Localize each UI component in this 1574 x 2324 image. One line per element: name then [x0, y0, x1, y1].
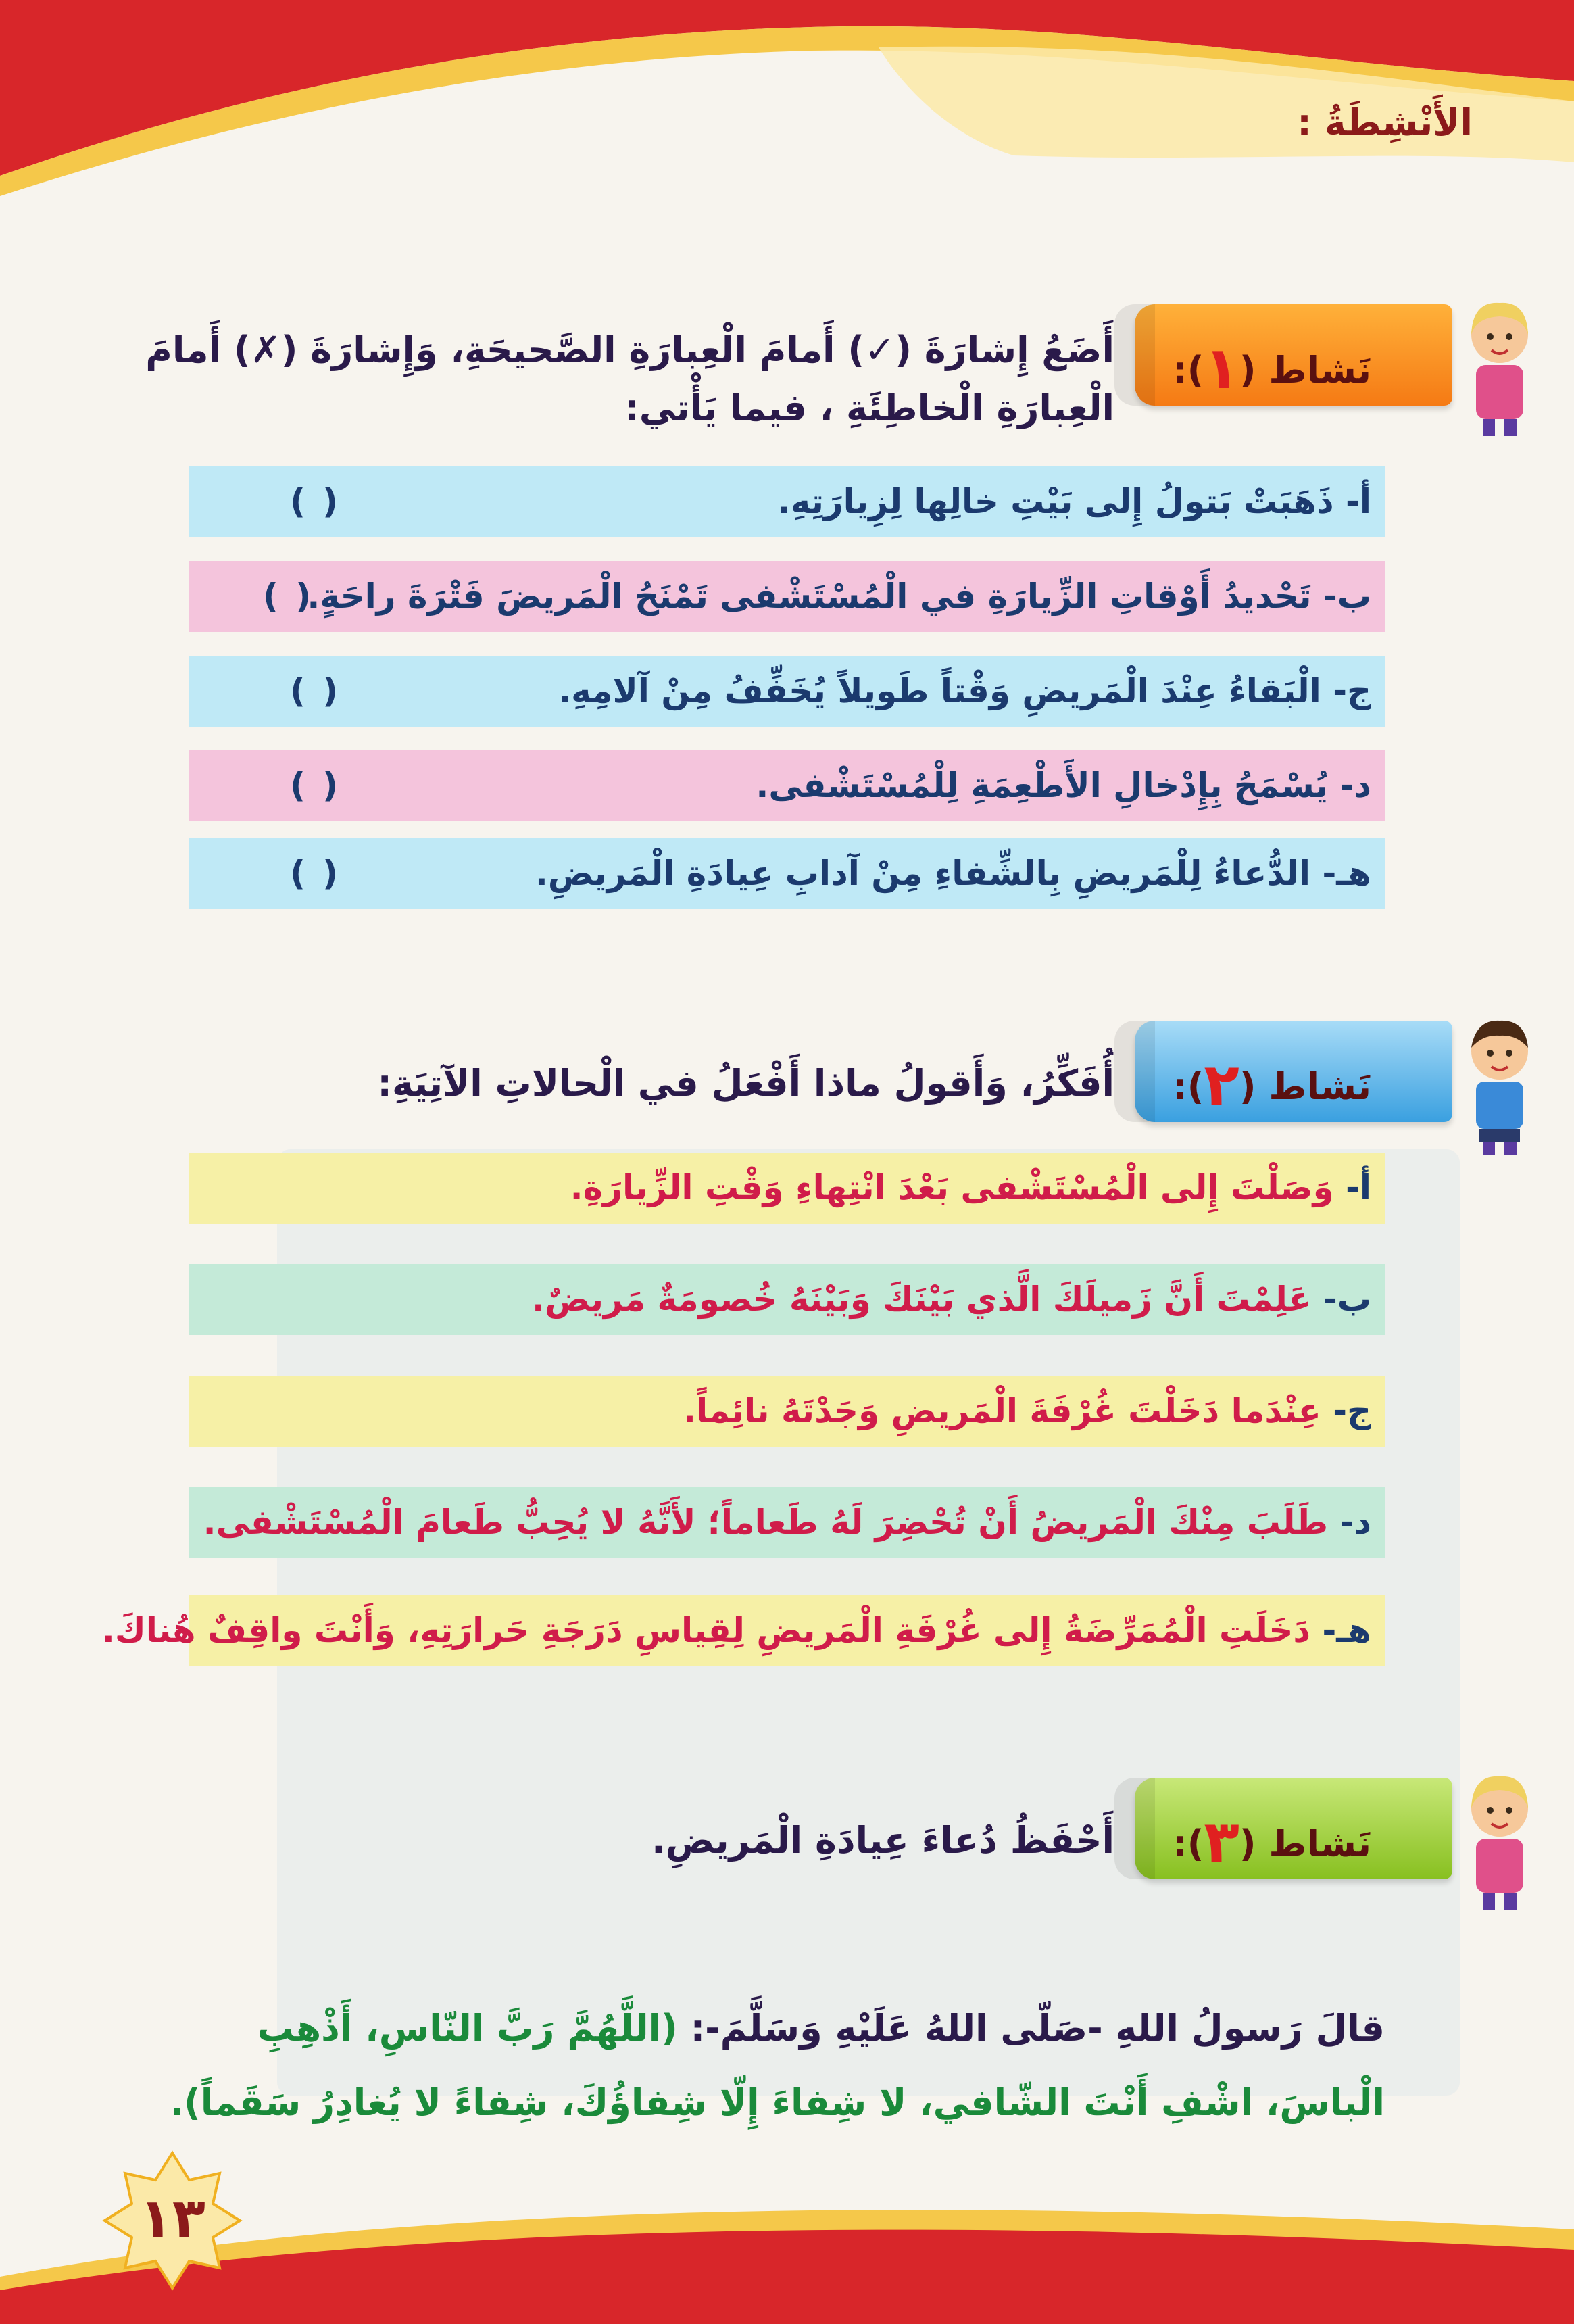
page-number-badge — [101, 2150, 243, 2292]
item-letter: ب- — [1323, 577, 1371, 616]
item-text: وَصَلْتَ إِلى الْمُسْتَشْفى بَعْدَ انْتِهاءِ وَقْتِ الزِّيارَةِ. — [570, 1168, 1334, 1207]
background-ghost-text — [203, 223, 1487, 264]
item-letter: ج- — [1333, 671, 1371, 710]
boy-character-icon — [1452, 1014, 1547, 1156]
item-letter: ب- — [1323, 1280, 1371, 1319]
item-text: الْبَقاءُ عِنْدَ الْمَريضِ وَقْتاً طَويلاً يُخَفِّفُ مِنْ آلامِهِ. — [558, 671, 1321, 710]
section-title: الأَنْشِطَةُ : — [1297, 101, 1473, 144]
item-letter: أ- — [1346, 482, 1371, 521]
activity-2-item-c — [189, 1376, 1385, 1447]
answer-box[interactable]: ( ) — [290, 854, 341, 893]
activity-2-item-b — [189, 1264, 1385, 1335]
answer-box[interactable]: ( ) — [290, 482, 341, 521]
girl-character-icon — [1452, 1771, 1547, 1913]
activity-2-number: ٢ — [1204, 1051, 1239, 1119]
item-text: تَحْديدُ أَوْقاتِ الزِّيارَةِ في الْمُسْتَشْفى تَمْنَحُ الْمَريضَ فَتْرَةَ راحَةٍ. — [307, 577, 1312, 616]
hadith-intro: قالَ رَسولُ اللهِ -صَلّى اللهُ عَلَيْهِ وَسَلَّمَ-: — [677, 2007, 1385, 2050]
activity-1-item-c — [189, 656, 1385, 727]
activity-2-instruction: أُفَكِّرُ، وَأَقولُ ماذا أَفْعَلُ في الْحالاتِ الآتِيَةِ: — [377, 1062, 1114, 1105]
hadith-line-1 — [134, 2001, 1385, 2056]
activity-2-item-a — [189, 1153, 1385, 1224]
item-letter: أ- — [1346, 1168, 1371, 1207]
activity-1-item-d — [189, 750, 1385, 821]
activity-3-instruction: أَحْفَظُ دُعاءَ عِيادَةِ الْمَريضِ. — [651, 1819, 1114, 1862]
activity-2-tab — [1135, 1021, 1452, 1122]
activity-2-item-d — [189, 1487, 1385, 1558]
activity-1-item-a — [189, 466, 1385, 537]
activity-2-label: نَشاط (٢): — [1173, 1051, 1371, 1119]
answer-box[interactable]: ( ) — [290, 766, 341, 805]
activity-1-instruction: أَضَعُ إِشارَةَ (✓) أَمامَ الْعِبارَةِ الصَّحيحَةِ، وَإِشارَةَ (✗) أَمامَ الْعِبارَةِ الْخاطِئَةِ ، فيما يَأْتي: — [145, 329, 1114, 430]
tab-fold — [1114, 1778, 1155, 1879]
item-text: عِنْدَما دَخَلْتَ غُرْفَةَ الْمَريضِ وَجَدْتَهُ نائِماً. — [683, 1391, 1321, 1430]
tab-fold — [1114, 1021, 1155, 1122]
activity-1-tab — [1135, 304, 1452, 406]
activity-3-number: ٣ — [1204, 1808, 1239, 1876]
tab-fold — [1114, 304, 1155, 406]
activity-1-number: ١ — [1204, 335, 1239, 402]
activity-2-item-e — [101, 1595, 1385, 1666]
activity-3-label: نَشاط (٣): — [1173, 1808, 1371, 1876]
item-text: عَلِمْتَ أَنَّ زَميلَكَ الَّذي بَيْنَكَ وَبَيْنَهُ خُصومَةٌ مَريضٌ. — [532, 1280, 1312, 1319]
page-number: ١٣ — [139, 2187, 205, 2250]
hadith-line-2: الْباسَ، اشْفِ أَنْتَ الشّافي، لا شِفاءَ إِلّا شِفاؤُكَ، شِفاءً لا يُغادِرُ سَقَماً). — [170, 2081, 1385, 2124]
activity-3-tab — [1135, 1778, 1452, 1879]
item-text: الدُّعاءُ لِلْمَريضِ بِالشِّفاءِ مِنْ آدابِ عِيادَةِ الْمَريضِ. — [535, 854, 1311, 893]
item-letter: د- — [1339, 1503, 1371, 1542]
activity-1-item-b — [189, 561, 1385, 632]
answer-box[interactable]: ( ) — [290, 671, 341, 710]
item-text: ذَهَبَتْ بَتولُ إِلى بَيْتِ خالِها لِزِيارَتِهِ. — [777, 482, 1334, 521]
item-text: دَخَلَتِ الْمُمَرِّضَةُ إِلى غُرْفَةِ الْمَريضِ لِقِياسِ دَرَجَةِ حَرارَتِهِ، وَأَنْتَ واقِفٌ هُناكَ. — [101, 1611, 1311, 1650]
item-letter: هـ- — [1322, 854, 1371, 893]
hadith-text-start: (اللَّهُمَّ رَبَّ النّاسِ، أَذْهِبِ — [257, 2007, 678, 2050]
item-text: يُسْمَحُ بِإِدْخالِ الأَطْعِمَةِ لِلْمُسْتَشْفى. — [756, 766, 1329, 805]
activity-1-label: نَشاط (١): — [1173, 335, 1371, 402]
answer-box[interactable]: ( ) — [263, 577, 314, 616]
item-text: طَلَبَ مِنْكَ الْمَريضُ أَنْ تُحْضِرَ لَهُ طَعاماً؛ لأَنَّهُ لا يُحِبُّ طَعامَ الْمُسْتَشْفى. — [203, 1503, 1329, 1542]
item-letter: د- — [1339, 766, 1371, 805]
item-letter: هـ- — [1322, 1611, 1371, 1650]
activity-1-item-e — [189, 838, 1385, 909]
item-letter: ج- — [1333, 1391, 1371, 1430]
girl-character-icon — [1452, 297, 1547, 439]
